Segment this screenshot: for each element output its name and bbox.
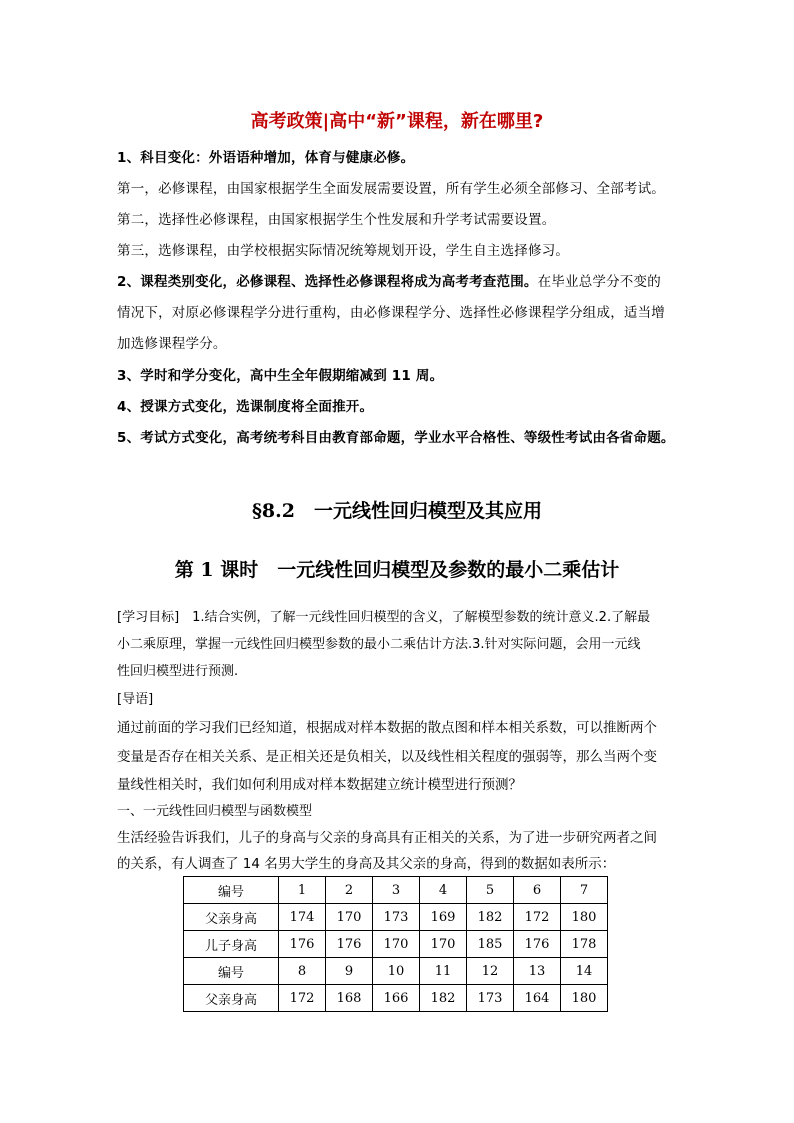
policy-item-5: 5、考试方式变化，高考统考科目由教育部命题，学业水平合格性、等级性考试由各省命题。 xyxy=(117,430,675,446)
objectives-line-3: 性回归模型进行预测. xyxy=(117,664,239,679)
table-cell: 儿子身高 xyxy=(184,931,279,958)
objectives-line-1: [学习目标] 1.结合实例，了解一元线性回归模型的含义，了解模型参数的统计意义.2.了解最 xyxy=(117,610,651,625)
table-cell: 7 xyxy=(561,877,608,904)
table-cell: 178 xyxy=(561,931,608,958)
table-cell: 9 xyxy=(326,958,373,985)
table-cell: 168 xyxy=(326,985,373,1012)
policy-item-2 xyxy=(117,270,661,290)
table-cell: 180 xyxy=(561,985,608,1012)
table-cell: 14 xyxy=(561,958,608,985)
table-cell: 176 xyxy=(279,931,326,958)
table-cell: 4 xyxy=(420,877,467,904)
table-cell: 166 xyxy=(373,985,420,1012)
table-row xyxy=(184,985,608,1012)
table-cell: 176 xyxy=(514,931,561,958)
table-cell: 176 xyxy=(326,931,373,958)
table-cell: 3 xyxy=(373,877,420,904)
table-row xyxy=(184,904,608,931)
table-cell: 172 xyxy=(514,904,561,931)
table-cell: 172 xyxy=(279,985,326,1012)
objectives-line-2: 小二乘原理，掌握一元线性回归模型参数的最小二乘估计方法.3.针对实际问题，会用一元线 xyxy=(117,637,641,652)
table-cell: 173 xyxy=(467,985,514,1012)
table-row xyxy=(184,931,608,958)
policy-item-2-line3: 加选修课程学分。 xyxy=(117,336,227,352)
table-cell: 173 xyxy=(373,904,420,931)
part1-heading: 一、一元线性回归模型与函数模型 xyxy=(117,804,313,819)
table-cell: 编号 xyxy=(184,877,279,904)
intro-line-1: 通过前面的学习我们已经知道，根据成对样本数据的散点图和样本相关系数，可以推断两个 xyxy=(117,720,657,736)
policy-item-selective: 第二，选择性必修课程，由国家根据学生个性发展和升学考试需要设置。 xyxy=(117,212,556,228)
table-cell: 8 xyxy=(279,958,326,985)
table-cell: 2 xyxy=(326,877,373,904)
table-cell: 174 xyxy=(279,904,326,931)
height-data-table xyxy=(183,876,608,1012)
policy-item-2-line2: 情况下，对原必修课程学分进行重构，由必修课程学分、选择性必修课程学分组成，适当增 xyxy=(117,305,665,321)
table-row xyxy=(184,877,608,904)
policy-item-required: 第一，必修课程，由国家根据学生全面发展需要设置，所有学生必须全部修习、全部考试。 xyxy=(117,181,665,197)
policy-item-4: 4、授课方式变化，选课制度将全面推开。 xyxy=(117,399,374,415)
section-title: §8.2 一元线性回归模型及其应用 xyxy=(252,500,542,522)
table-cell: 6 xyxy=(514,877,561,904)
table-cell: 169 xyxy=(420,904,467,931)
table-cell: 164 xyxy=(514,985,561,1012)
policy-item-elective: 第三，选修课程，由学校根据实际情况统筹规划开设，学生自主选择修习。 xyxy=(117,243,570,259)
part1-line-2: 的关系，有人调查了 14 名男大学生的身高及其父亲的身高，得到的数据如表所示： xyxy=(117,856,616,872)
part1-line-1: 生活经验告诉我们，儿子的身高与父亲的身高具有正相关的关系，为了进一步研究两者之间 xyxy=(117,830,657,846)
intro-line-2: 变量是否存在相关关系、是正相关还是负相关，以及线性相关程度的强弱等，那么当两个变 xyxy=(117,749,657,765)
table-cell: 编号 xyxy=(184,958,279,985)
table-cell: 182 xyxy=(467,904,514,931)
table-cell: 185 xyxy=(467,931,514,958)
table-cell: 11 xyxy=(420,958,467,985)
intro-label: [导语] xyxy=(117,692,154,707)
table-cell: 10 xyxy=(373,958,420,985)
table-cell: 170 xyxy=(326,904,373,931)
policy-item-2-bold: 2、课程类别变化，必修课程、选择性必修课程将成为高考考查范围。 xyxy=(117,274,538,290)
lesson-title: 第 1 课时 一元线性回归模型及参数的最小二乘估计 xyxy=(174,559,620,581)
headline: 高考政策|高中“新”课程，新在哪里? xyxy=(250,111,544,132)
policy-item-1: 1、科目变化：外语语种增加，体育与健康必修。 xyxy=(117,150,415,166)
table-cell: 5 xyxy=(467,877,514,904)
table-cell: 180 xyxy=(561,904,608,931)
table-row xyxy=(184,958,608,985)
table-cell: 170 xyxy=(373,931,420,958)
policy-item-2-rest: 在毕业总学分不变的 xyxy=(537,274,661,290)
table-cell: 1 xyxy=(279,877,326,904)
intro-line-3: 量线性相关时，我们如何利用成对样本数据建立统计模型进行预测？ xyxy=(117,777,522,793)
table-cell: 父亲身高 xyxy=(184,904,279,931)
policy-item-3: 3、学时和学分变化，高中生全年假期缩减到 11 周。 xyxy=(117,368,444,384)
table-cell: 父亲身高 xyxy=(184,985,279,1012)
table-cell: 170 xyxy=(420,931,467,958)
table-cell: 13 xyxy=(514,958,561,985)
table-cell: 182 xyxy=(420,985,467,1012)
table-cell: 12 xyxy=(467,958,514,985)
